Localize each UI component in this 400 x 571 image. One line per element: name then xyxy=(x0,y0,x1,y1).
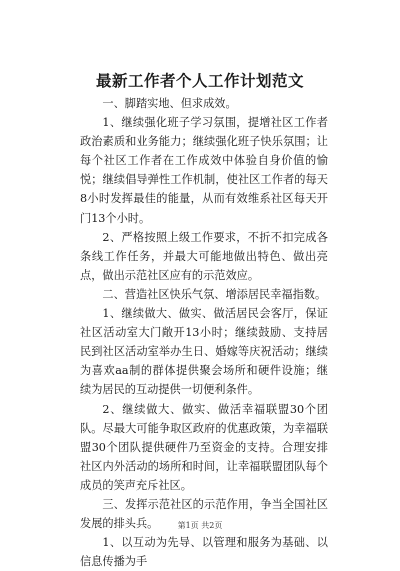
document-title: 最新工作者个人工作计划范文 xyxy=(95,71,304,90)
paragraph: 1、以互动为先导、以管理和服务为基础、以信息传播为手 xyxy=(80,536,328,569)
page-footer: 第1页 共2页 xyxy=(177,521,223,530)
section-heading-2: 二、营造社区快乐气氛、增添居民幸福指数。 xyxy=(102,287,327,301)
section-heading-1: 一、脚踏实地、但求成效。 xyxy=(102,97,237,110)
paragraph: 1、继续做大、做实、做活居民会客厅，保证社区活动室大门敞开13小时；继续鼓励、支持居民到社区活动室举办生日、婚嫁等庆祝活动；继续为喜欢aa制的群体提供聚会场所和硬件设施；继续为居民的互动提供一切便利条件。 xyxy=(80,307,328,397)
section-heading-3: 三、发挥示范社区的示范作用，争当全国社区发展的排头兵。 xyxy=(80,497,328,531)
paragraph: 2、严格按照上级工作要求，不折不扣完成各条线工作任务，并最大可能地做出特色、做出亮点，做出示范社区应有的示范效应。 xyxy=(80,230,328,282)
paragraph: 1、继续强化班子学习氛围，提增社区工作者政治素质和业务能力；继续强化班子快乐氛围；让每个社区工作者在工作成效中体验自身价值的愉悦；继续倡导弹性工作机制，使社区工作者的每天8小时发挥最佳的能量，从而有效维系社区每天开门13个小时。 xyxy=(80,116,328,225)
document-body xyxy=(80,94,328,571)
paragraph: 2、继续做大、做实、做活幸福联盟30个团队。尽最大可能争取区政府的优惠政策，为幸福联盟30个团队提供硬件乃至资金的支持。合理安排社区内外活动的场所和时间，让幸福联盟团队每个成员的笑声充斥社区。 xyxy=(80,402,328,492)
